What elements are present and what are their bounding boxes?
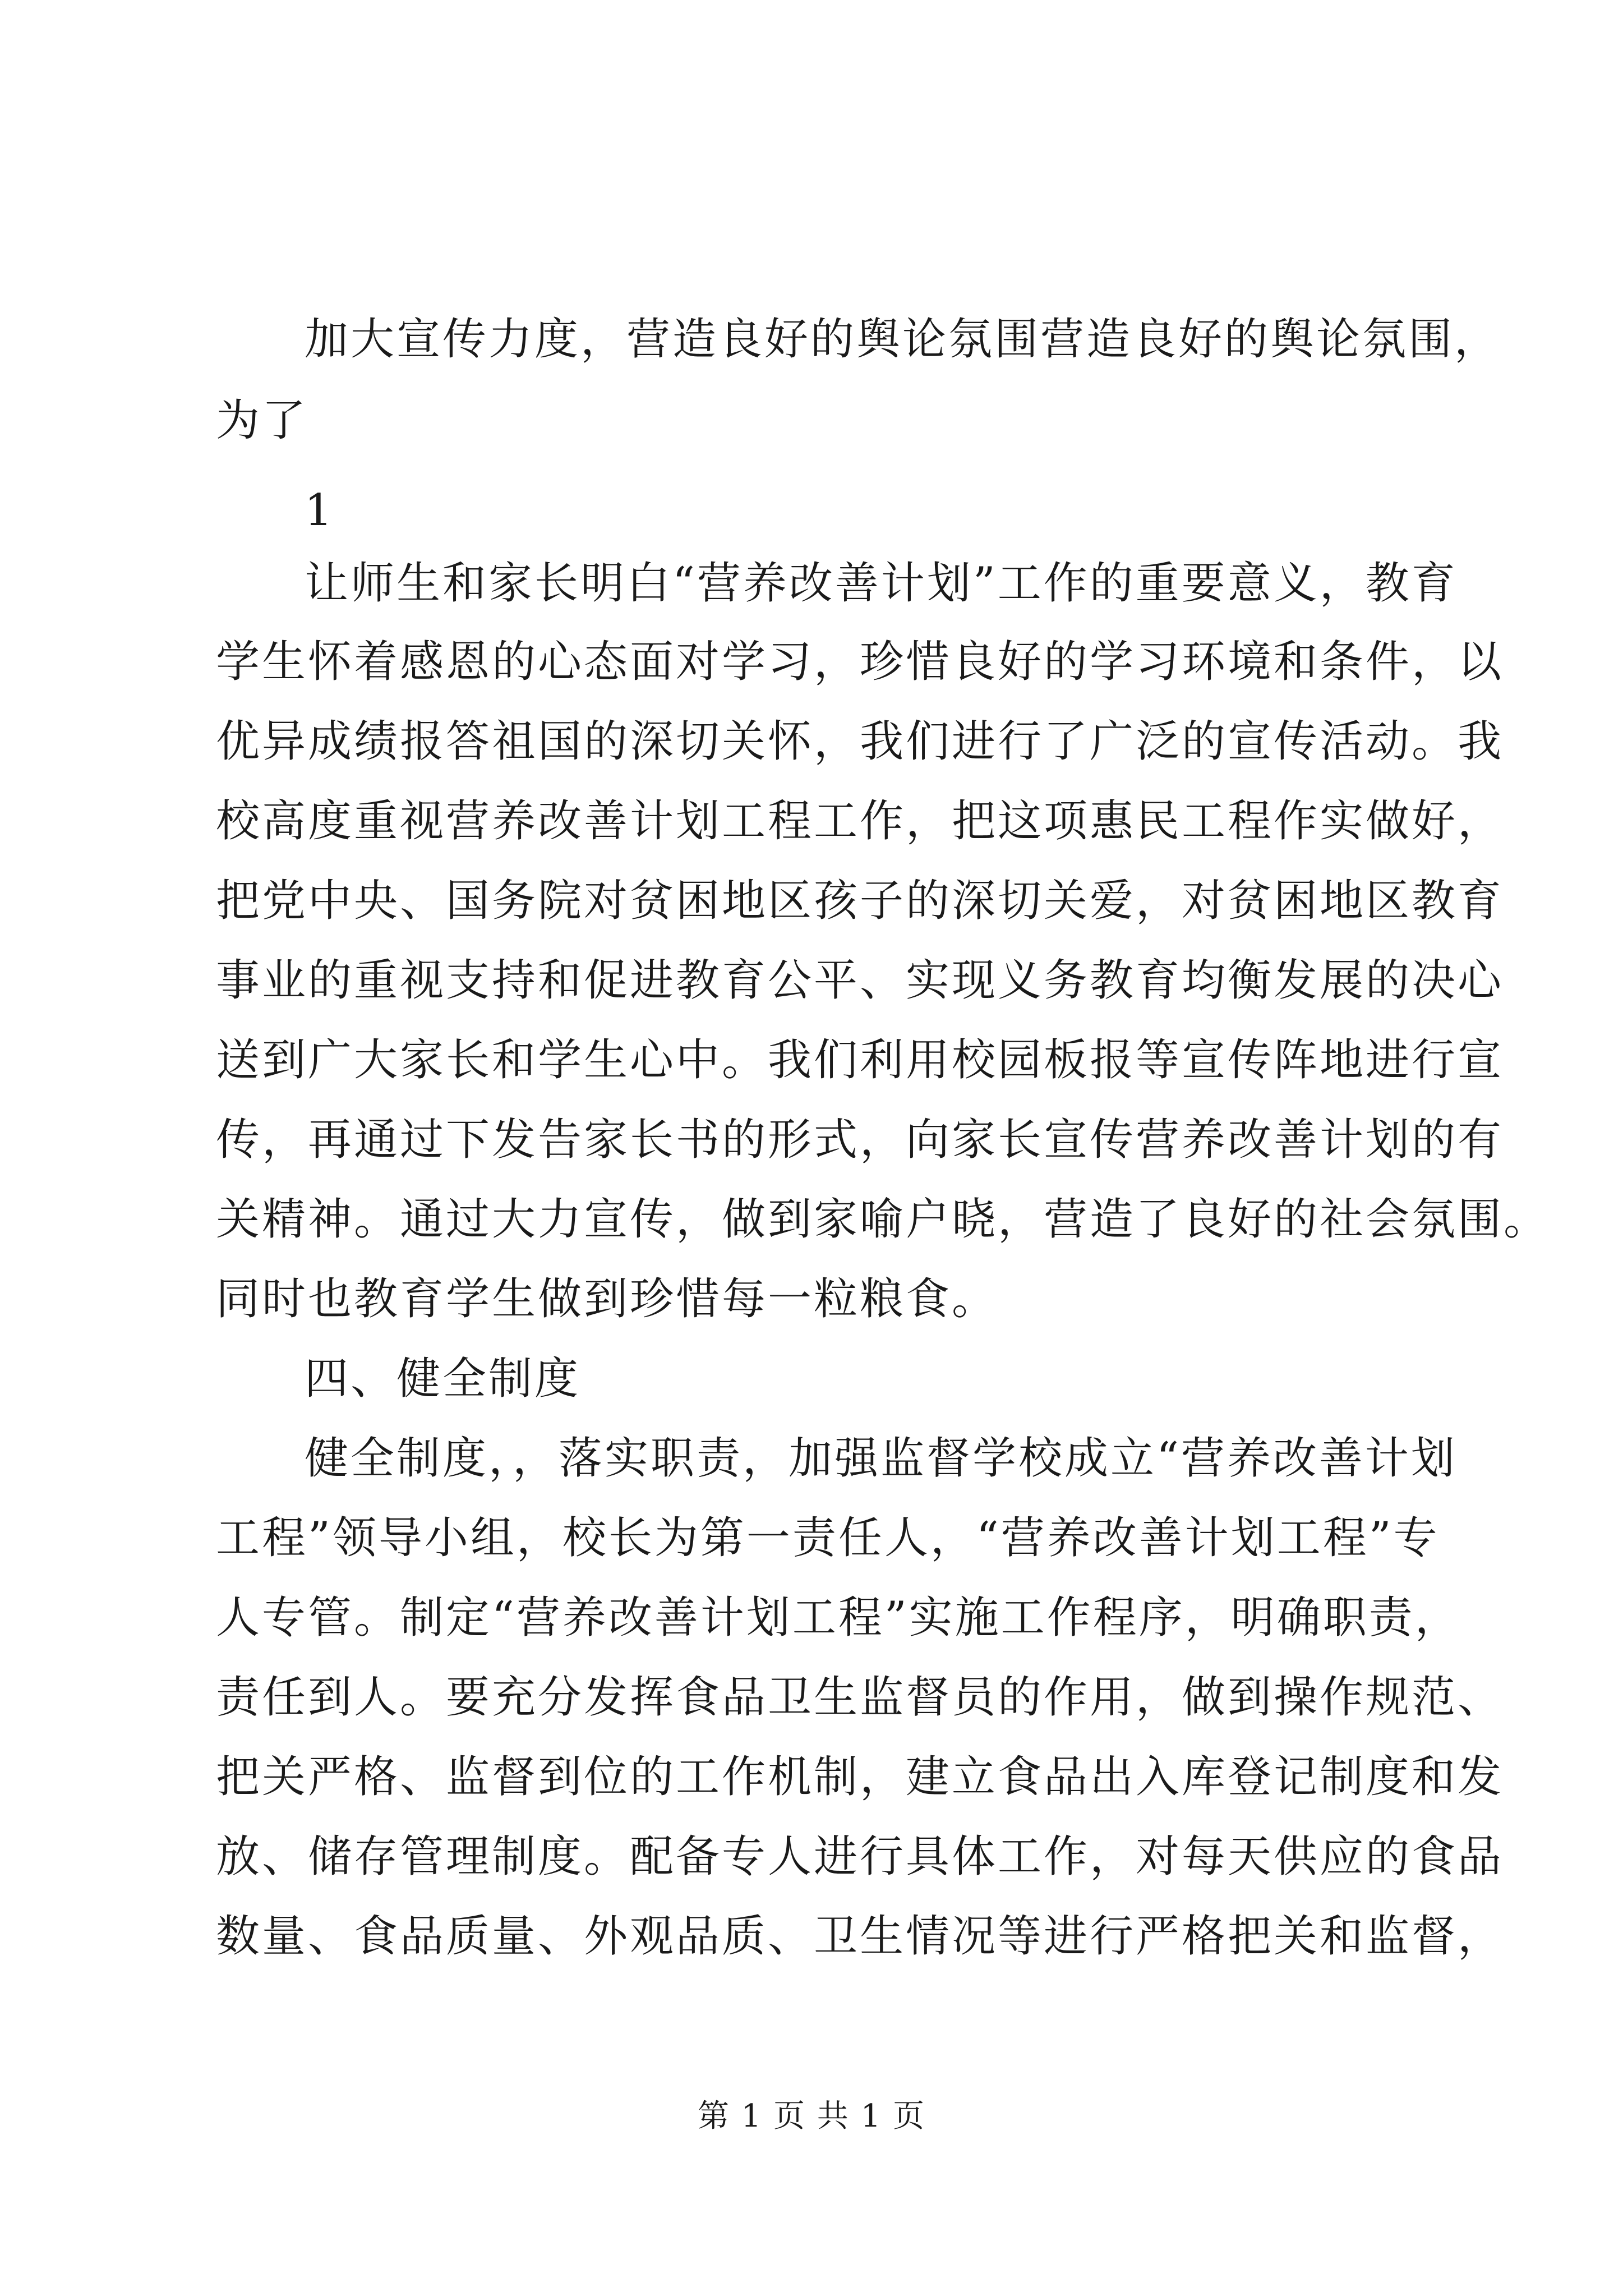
- paragraph-line: 送到广大家长和学生心中。我们利用校园板报等宣传阵地进行宣: [216, 1035, 1504, 1085]
- paragraph-line: 传，再通过下发告家长书的形式，向家长宣传营养改善计划的有: [216, 1115, 1504, 1165]
- paragraph-line: 为了: [216, 395, 308, 446]
- paragraph-line: 事业的重视支持和促进教育公平、实现义务教育均衡发展的决心: [216, 955, 1504, 1006]
- paragraph-line: 把党中央、国务院对贫困地区孩子的深切关爱，对贫困地区教育: [216, 876, 1504, 926]
- paragraph-line: 放、储存管理制度。配备专人进行具体工作，对每天供应的食品: [216, 1832, 1504, 1882]
- paragraph-line: 让师生和家长明白“营养改善计划”工作的重要意义，教育: [305, 558, 1458, 609]
- paragraph-line: 数量、食品质量、外观品质、卫生情况等进行严格把关和监督，: [216, 1911, 1504, 1962]
- paragraph-line: 校高度重视营养改善计划工程工作，把这项惠民工程作实做好，: [216, 796, 1504, 846]
- paragraph-line: 1: [305, 485, 335, 536]
- paragraph-line: 健全制度，，落实职责，加强监督学校成立“营养改善计划: [305, 1433, 1457, 1484]
- paragraph-line: 同时也教育学生做到珍惜每一粒粮食。: [216, 1274, 998, 1324]
- section-heading: 四、健全制度: [305, 1354, 581, 1404]
- page-footer: 第 1 页 共 1 页: [697, 2098, 926, 2134]
- paragraph-line: 优异成绩报答祖国的深切关怀，我们进行了广泛的宣传活动。我: [216, 716, 1504, 767]
- paragraph-line: 关精神。通过大力宣传，做到家喻户晓，营造了良好的社会氛围。: [216, 1194, 1550, 1245]
- paragraph-line: 责任到人。要充分发挥食品卫生监督员的作用，做到操作规范、: [216, 1672, 1504, 1723]
- paragraph-line: 加大宣传力度，营造良好的舆论氛围营造良好的舆论氛围，: [305, 314, 1501, 365]
- paragraph-line: 工程”领导小组，校长为第一责任人，“营养改善计划工程”专: [216, 1513, 1440, 1563]
- paragraph-line: 人专管。制定“营养改善计划工程”实施工作程序，明确职责，: [216, 1593, 1461, 1643]
- paragraph-line: 学生怀着感恩的心态面对学习，珍惜良好的学习环境和条件，以: [216, 637, 1504, 687]
- paragraph-line: 把关严格、监督到位的工作机制，建立食品出入库登记制度和发: [216, 1752, 1504, 1802]
